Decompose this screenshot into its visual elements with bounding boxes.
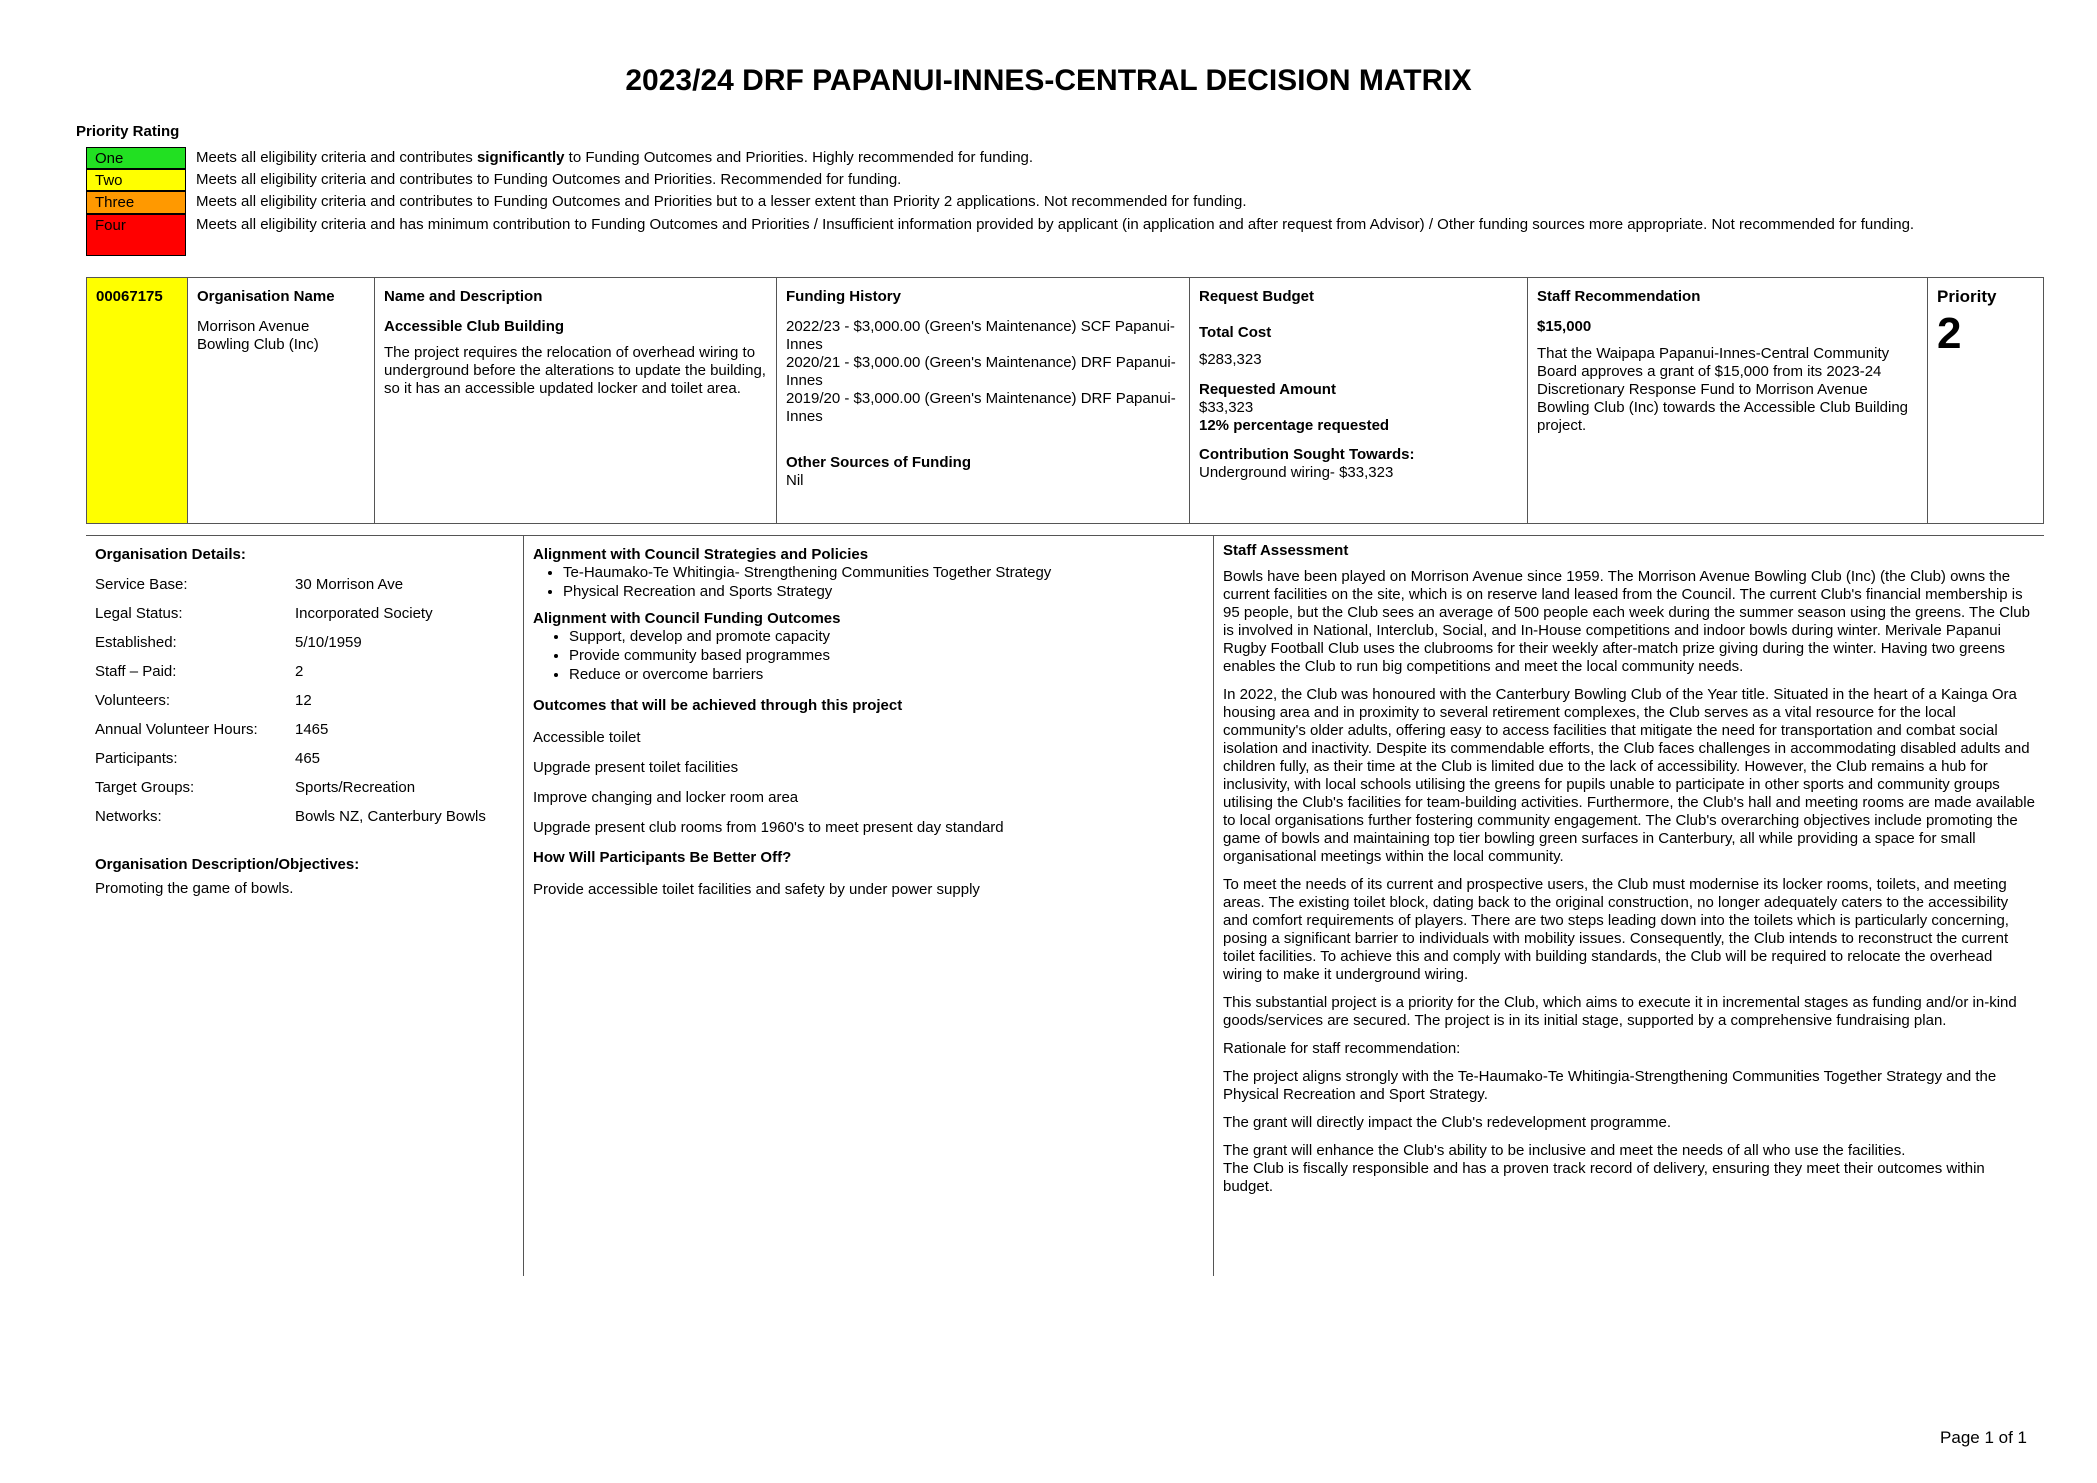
application-summary-row xyxy=(86,277,2044,524)
list-item: • Support, develop and promote capacity xyxy=(569,628,1204,646)
staff-assessment-heading: Staff Assessment xyxy=(1223,542,1349,559)
assessment-paragraph: To meet the needs of its current and prospective users, the Club must modernise its locker rooms, toilets, and meeting areas. The existing toilet block, dating back to the original construction, no longer adequately caters to the accessibility and comfort requirements of players. There are two steps leading down into the toilets which is particularly concerning, posing a significant barrier to individuals with mobility issues. Consequently, the Club intends to reconstruct the current toilet facilities. To achieve this and comply with building standards, the Club will be required to relocate the overhead wiring to make it underground wiring. xyxy=(1223,876,2009,983)
assessment-paragraph: In 2022, the Club was honoured with the Canterbury Bowling Club of the Year title. Situated in the heart of a Kainga Ora housing area and in proximity to several retirement complexes, the Club serves as a vital resource for the local community's older adults, offering easy to access facilities that mitigate the need for transportation and combat social isolation and inactivity. Despite its commendable efforts, the Club faces challenges in accommodating disabled adults and children fully, as their time at the Club is limited due to the lack of accessibility. However, the Club remains a hub for inclusivity, with local schools utilising the greens for pupils unable to participate in other sports and community groups utilising the Club's facilities for team-building activities. Furthermore, the Club's hall and meeting rooms are made available to local organisations further fostering community engagement. The Club's overarching objectives include promoting the game of bowls and maintaining top tier bowling green surfaces in Canterbury, all while providing a space for small organisational meetings within the local community. xyxy=(1223,686,2035,865)
priority-swatch-four: Four xyxy=(86,214,186,256)
priority-rating-heading: Priority Rating xyxy=(76,123,180,140)
priority-text-two: Meets all eligibility criteria and contributes to Funding Outcomes and Priorities. Recommended for funding. xyxy=(196,171,902,188)
priority-text-one: Meets all eligibility criteria and contributes significantly to Funding Outcomes and Priorities. Highly recommended for funding. xyxy=(196,149,1034,166)
percentage-requested: 12% percentage requested xyxy=(1199,417,1390,434)
detail-row: Established: 5/10/1959 xyxy=(95,634,362,651)
funding-history-heading: Funding History xyxy=(786,288,901,305)
assessment-paragraph: This substantial project is a priority for the Club, which aims to execute it in incremental stages as funding and/or in-kind goods/services are secured. The project is in its initial stage, supported by a comprehensive fundraising plan. xyxy=(1223,994,2017,1029)
detail-row: Annual Volunteer Hours: 1465 xyxy=(95,721,329,738)
detail-row: Service Base: 30 Morrison Ave xyxy=(95,576,404,593)
strategies-heading: Alignment with Council Strategies and Policies xyxy=(533,546,869,563)
funding-history-item: 2019/20 - $3,000.00 (Green's Maintenance) DRF Papanui-Innes xyxy=(786,390,1176,425)
request-budget-heading: Request Budget xyxy=(1199,288,1315,305)
funding-outcomes-list xyxy=(533,628,1204,684)
priority-cell xyxy=(1928,278,2043,523)
funding-history-item: 2020/21 - $3,000.00 (Green's Maintenance) DRF Papanui-Innes xyxy=(786,354,1176,389)
priority-legend-three xyxy=(86,191,1986,214)
total-cost-label: Total Cost xyxy=(1199,324,1272,341)
better-off-heading: How Will Participants Be Better Off? xyxy=(533,849,792,866)
priority-text-four: Meets all eligibility criteria and has minimum contribution to Funding Outcomes and Priorities / Insufficient information provided by applicant (in application and after request from Advisor) / Other funding sources more appropriate. Not recommended for funding. xyxy=(196,216,1915,233)
strategies-list xyxy=(533,564,1204,601)
better-off-text: Provide accessible toilet facilities and safety by under power supply xyxy=(533,881,980,898)
detail-row: Legal Status: Incorporated Society xyxy=(95,605,433,622)
organisation-details-heading: Organisation Details: xyxy=(95,546,246,563)
contribution-label: Contribution Sought Towards: xyxy=(1199,446,1415,463)
assessment-paragraph: The Club is fiscally responsible and has a proven track record of delivery, ensuring they meet their outcomes within budget. xyxy=(1223,1160,1985,1195)
total-cost-value: $283,323 xyxy=(1199,351,1262,368)
assessment-paragraph: Bowls have been played on Morrison Avenue since 1959. The Morrison Avenue Bowling Club (Inc) (the Club) owns the current facilities on the site, which is on reserve land leased from the Council. The current Club's financial membership is 95 people, but the Club sees an average of 500 people each week during the summer season using the greens. The Club is involved in National, Interclub, Social, and In-House competitions and indoor bowls during winter. Merivale Papanui Rugby Football Club uses the clubrooms for their weekly after-match prize giving during the winter. Having two greens enables the Club to run big competitions and meet the local community needs. xyxy=(1223,568,2030,675)
assessment-paragraph: The grant will enhance the Club's ability to be inclusive and meet the needs of all who use the facilities. xyxy=(1223,1142,1906,1159)
organisation-name-cell xyxy=(188,278,375,523)
list-item: • Provide community based programmes xyxy=(569,647,1204,665)
priority-legend-two xyxy=(86,169,1986,191)
requested-amount-value: $33,323 xyxy=(1199,399,1254,416)
contribution-value: Underground wiring- $33,323 xyxy=(1199,464,1394,481)
project-description: The project requires the relocation of overhead wiring to underground before the alterations to update the building, so it has an accessible updated locker and toilet area. xyxy=(384,344,766,397)
recommendation-text: That the Waipapa Papanui-Innes-Central Community Board approves a grant of $15,000 from its 2023-24 Discretionary Response Fund to Morrison Avenue Bowling Club (Inc) towards the Accessible Club Building project. xyxy=(1537,345,1909,434)
other-sources-heading: Other Sources of Funding xyxy=(786,454,972,471)
page-number: Page 1 of 1 xyxy=(1940,1428,2027,1447)
project-name: Accessible Club Building xyxy=(384,318,565,335)
detail-row: Volunteers: 12 xyxy=(95,692,312,709)
priority-text-three: Meets all eligibility criteria and contributes to Funding Outcomes and Priorities but to a lesser extent than Priority 2 applications. Not recommended for funding. xyxy=(196,193,1247,210)
organisation-name-heading: Organisation Name xyxy=(197,288,335,305)
requested-amount-label: Requested Amount xyxy=(1199,381,1336,398)
detail-row: Target Groups: Sports/Recreation xyxy=(95,779,416,796)
detail-row: Networks: Bowls NZ, Canterbury Bowls xyxy=(95,808,486,825)
alignment-column xyxy=(524,536,1214,1276)
priority-heading: Priority xyxy=(1937,287,1997,306)
priority-swatch-two: Two xyxy=(86,169,186,191)
outcome-item: Upgrade present toilet facilities xyxy=(533,759,739,776)
outcome-item: Accessible toilet xyxy=(533,729,641,746)
list-item: • Reduce or overcome barriers xyxy=(569,666,1204,684)
staff-recommendation-cell xyxy=(1528,278,1928,523)
funding-history-item: 2022/23 - $3,000.00 (Green's Maintenance) SCF Papanui-Innes xyxy=(786,318,1175,353)
detail-row: Staff – Paid: 2 xyxy=(95,663,304,680)
funding-outcomes-heading: Alignment with Council Funding Outcomes xyxy=(533,610,841,627)
organisation-description-heading: Organisation Description/Objectives: xyxy=(95,856,360,873)
organisation-name: Morrison Avenue Bowling Club (Inc) xyxy=(197,318,319,353)
priority-legend-four xyxy=(86,214,1986,256)
priority-value: 2 xyxy=(1937,309,1962,358)
recommended-amount: $15,000 xyxy=(1537,318,1592,335)
detail-row: Participants: 465 xyxy=(95,750,321,767)
assessment-paragraph: The grant will directly impact the Club's redevelopment programme. xyxy=(1223,1114,1672,1131)
outcomes-achieved-heading: Outcomes that will be achieved through this project xyxy=(533,697,903,714)
priority-swatch-three: Three xyxy=(86,191,186,214)
priority-swatch-one: One xyxy=(86,147,186,169)
name-description-cell xyxy=(375,278,777,523)
organisation-description: Promoting the game of bowls. xyxy=(95,880,294,897)
outcome-item: Improve changing and locker room area xyxy=(533,789,799,806)
page-title: 2023/24 DRF PAPANUI-INNES-CENTRAL DECISION MATRIX xyxy=(625,64,1472,97)
application-id: 00067175 xyxy=(87,278,188,523)
staff-recommendation-heading: Staff Recommendation xyxy=(1537,288,1701,305)
name-description-heading: Name and Description xyxy=(384,288,543,305)
assessment-paragraph: Rationale for staff recommendation: xyxy=(1223,1040,1461,1057)
other-sources: Nil xyxy=(786,472,804,489)
funding-history-cell xyxy=(777,278,1190,523)
assessment-paragraph: The project aligns strongly with the Te-Haumako-Te Whitingia-Strengthening Communities Together Strategy and the Physical Recreation and Sport Strategy. xyxy=(1223,1068,1997,1103)
list-item: • Physical Recreation and Sports Strategy xyxy=(563,583,1204,601)
list-item: • Te-Haumako-Te Whitingia- Strengthening Communities Together Strategy xyxy=(563,564,1204,582)
outcome-item: Upgrade present club rooms from 1960's to meet present day standard xyxy=(533,819,1004,836)
staff-assessment-column xyxy=(1214,536,2044,1276)
organisation-details-column xyxy=(86,536,524,1276)
request-budget-cell xyxy=(1190,278,1528,523)
details-section xyxy=(86,535,2044,1276)
priority-legend-one xyxy=(86,147,1986,169)
